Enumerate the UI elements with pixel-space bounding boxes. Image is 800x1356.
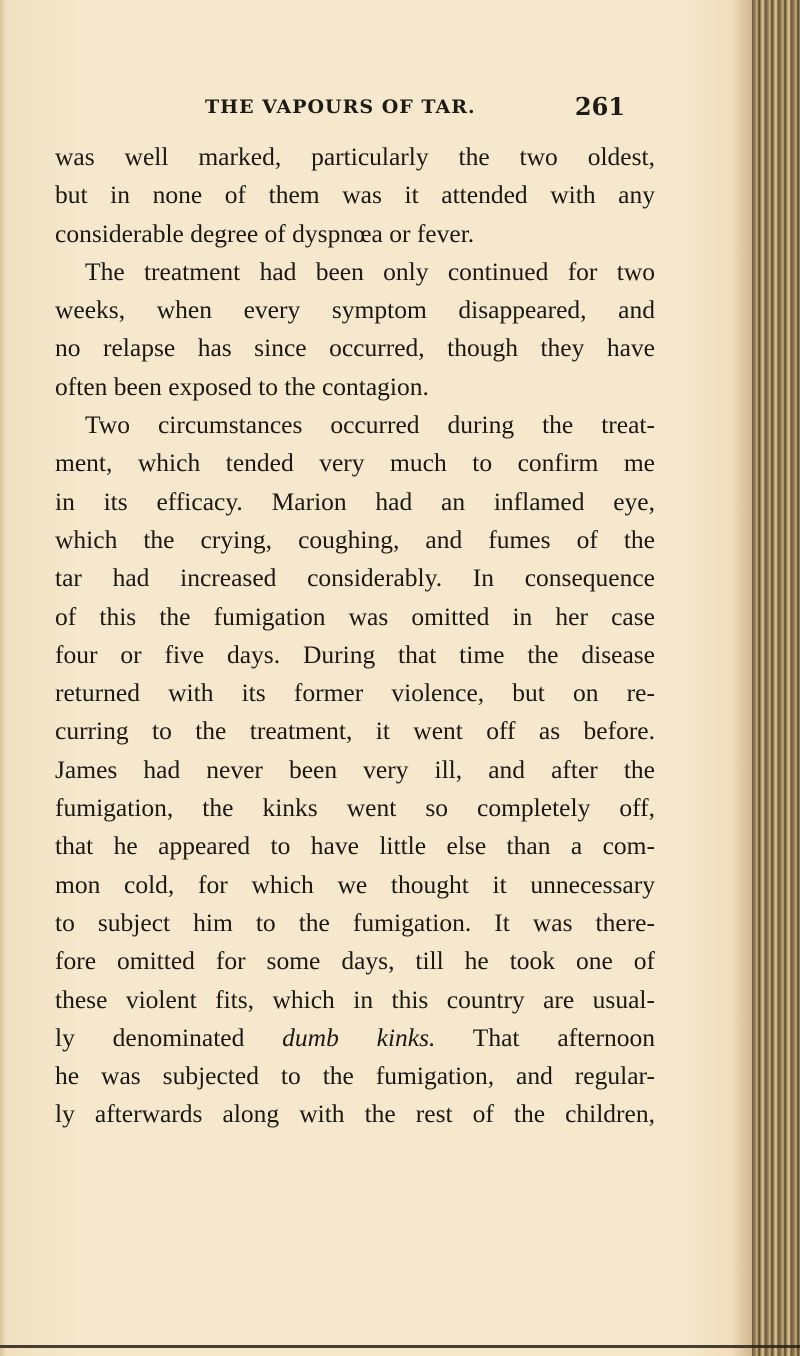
running-head: THE VAPOURS OF TAR. [205,96,476,118]
text-line: weeks, when every symptom disappeared, and [55,295,655,325]
text-line: these violent fits, which in this country are usual- [55,984,655,1014]
text-line: of this the fumigation was omitted in her case [55,601,655,631]
text-line: four or five days. During that time the disease [55,639,655,669]
book-spine [752,0,800,1356]
text-line: in its efficacy. Marion had an inflamed eye, [55,486,655,516]
text-line: tar had increased considerably. In consequence [55,563,655,593]
text-line: considerable degree of dyspnœa or fever. [55,218,475,248]
text-line: but in none of them was it attended with any [55,180,655,210]
text-line: fore omitted for some days, till he took one of [55,946,655,976]
text-line: that he appeared to have little else than a com- [55,831,655,861]
text-segment: ly denominated [55,1022,245,1052]
text-line: Two circumstances occurred during the treat- [85,410,655,440]
text-line: to subject him to the fumigation. It was there- [55,907,655,937]
page-number: 261 [574,92,625,121]
text-line: fumigation, the kinks went so completely off, [55,793,655,823]
text-line: returned with its former violence, but on re- [55,678,655,708]
text-line: no relapse has since occurred, though they have [55,333,655,363]
text-line: ly afterwards along with the rest of the children, [55,1099,655,1129]
text-line: ment, which tended very much to confirm me [55,448,655,478]
text-line: James had never been very ill, and after the [55,754,655,784]
text-line: was well marked, particularly the two oldest, [55,142,655,171]
text-line: he was subjected to the fumigation, and regular- [55,1061,655,1091]
text-line: mon cold, for which we thought it unnecessary [55,869,655,899]
gutter-shadow [732,0,752,1356]
body-text [55,138,655,1134]
page-left-edge [0,0,6,1356]
text-line: often been exposed to the contagion. [55,371,429,401]
text-segment: That afternoon [472,1022,656,1052]
text-line-with-italic [55,1019,655,1057]
text-line: The treatment had been only continued for two [85,256,655,286]
text-line: which the crying, coughing, and fumes of the [55,524,655,554]
page-header [205,92,625,122]
italic-term: dumb kinks. [282,1022,436,1052]
bottom-rule [0,1345,800,1348]
text-line: curring to the treatment, it went off as before. [55,716,655,746]
